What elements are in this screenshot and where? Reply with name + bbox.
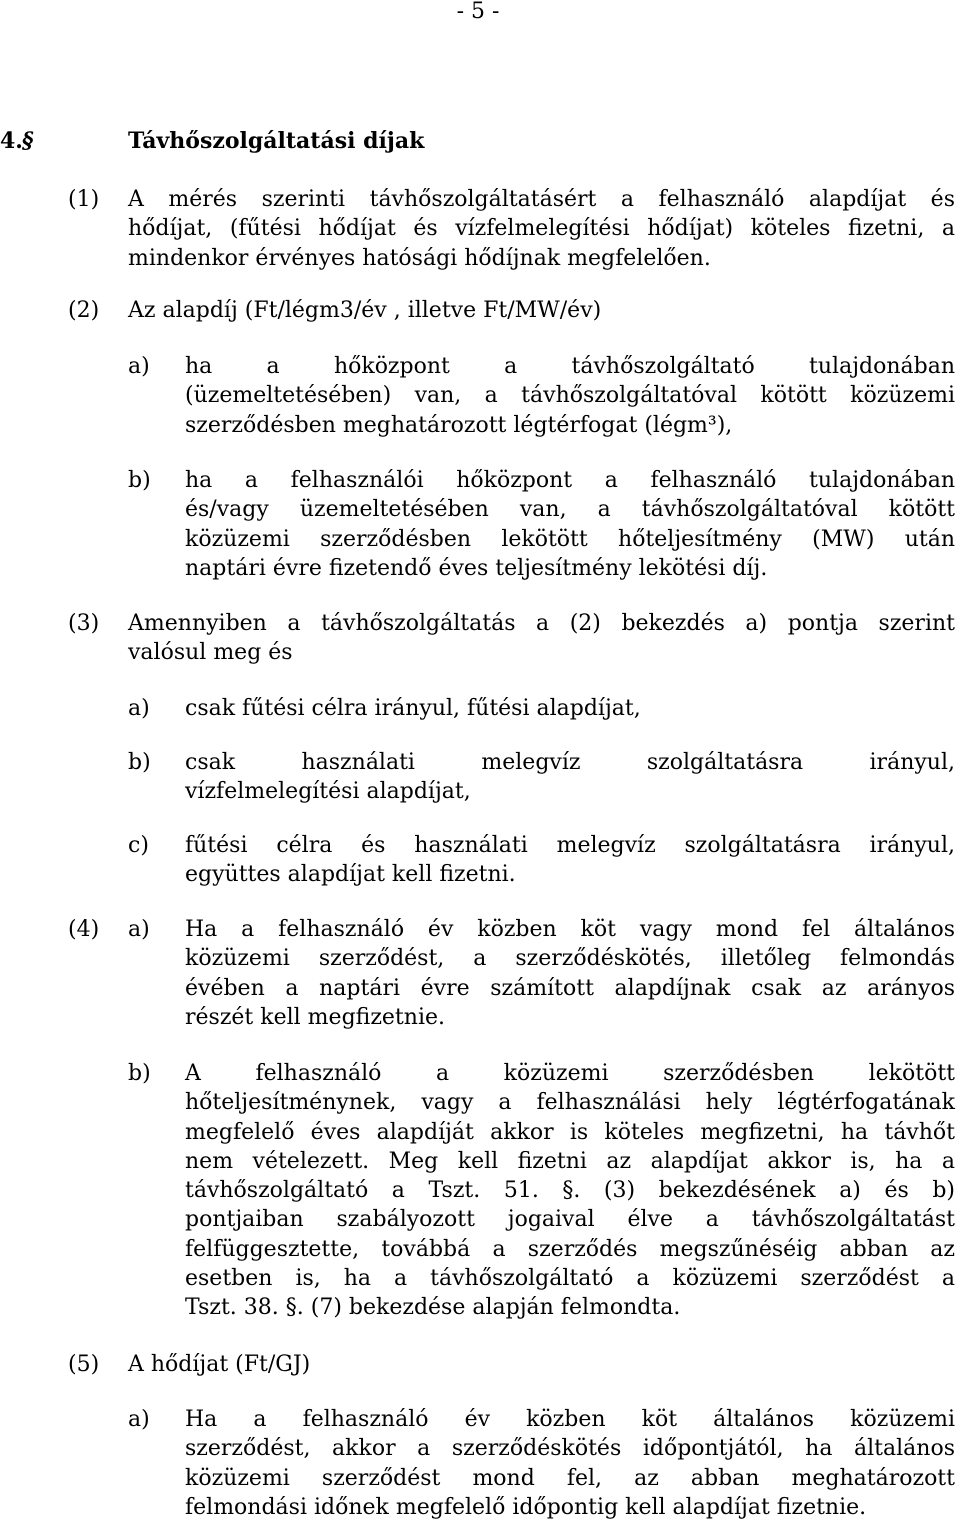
paragraph-5-item-a-label: a)	[128, 1407, 150, 1432]
paragraph-2-item-b-line: közüzemi szerződésben lekötött hőteljesítmény (MW) után	[185, 526, 955, 552]
paragraph-1-line: hődíjat, (fűtési hődíjat és vízfelmelegítési hődíjat) köteles fizetni, a	[128, 216, 955, 242]
paragraph-2-item-b-line: naptári évre fizetendő éves teljesítmény lekötési díj.	[185, 555, 768, 581]
paragraph-4-item-b-line: Tszt. 38. §. (7) bekezdése alapján felmondta.	[185, 1295, 681, 1321]
paragraph-5-item-a-line: felmondási időnek megfelelő időpontig kell alapdíjat fizetnie.	[185, 1494, 867, 1520]
paragraph-5-item-a-line: közüzemi szerződést mond fel, az abban meghatározott	[185, 1465, 955, 1491]
paragraph-2-item-b-line: ha a felhasználói hőközpont a felhasználó tulajdonában	[185, 468, 955, 493]
paragraph-2-item-a-line: (üzemeltetésében) van, a távhőszolgáltatóval kötött közüzemi	[185, 383, 955, 409]
paragraph-3-item-a-line: csak fűtési célra irányul, fűtési alapdíjat,	[185, 696, 641, 721]
paragraph-4-item-b-line: esetben is, ha a távhőszolgáltató a közüzemi szerződést a	[185, 1266, 955, 1292]
paragraph-2-label: (2)	[68, 298, 100, 323]
paragraph-5-item-a-line: szerződést, akkor a szerződéskötés időpontjától, ha általános	[185, 1436, 955, 1462]
section-symbol: §	[22, 128, 34, 154]
paragraph-3-line: valósul meg és	[128, 640, 293, 666]
paragraph-5-item-a-line: Ha a felhasználó év közben köt általános közüzemi	[185, 1407, 955, 1432]
page-number: - 5 -	[456, 0, 500, 24]
paragraph-4-label: (4)	[68, 917, 100, 942]
paragraph-1-label: (1)	[68, 187, 100, 212]
paragraph-3-label: (3)	[68, 611, 100, 636]
paragraph-4-item-b-line: nem vételezett. Meg kell fizetni az alapdíjat akkor is, ha a	[185, 1148, 955, 1174]
section-heading	[0, 127, 960, 156]
section-title: Távhőszolgáltatási díjak	[128, 128, 425, 154]
paragraph-4-item-a-line: Ha a felhasználó év közben köt vagy mond fel általános	[185, 917, 955, 942]
paragraph-2-item-a-line: ha a hőközpont a távhőszolgáltató tulajdonában	[185, 354, 955, 379]
paragraph-2-item-a-label: a)	[128, 354, 150, 379]
paragraph-3-item-c-label: c)	[128, 833, 149, 858]
paragraph-2-item-b-label: b)	[128, 468, 151, 493]
paragraph-3-item-a-label: a)	[128, 696, 150, 721]
paragraph-4-item-b-line: távhőszolgáltató a Tszt. 51. §. (3) bekezdésének a) és b)	[185, 1178, 955, 1204]
section-number: 4.	[0, 128, 23, 154]
paragraph-4-item-b-line: pontjaiban szabályozott jogaival élve a távhőszolgáltatást	[185, 1207, 955, 1233]
paragraph-3-item-b-line: vízfelmelegítési alapdíjat,	[185, 779, 471, 805]
paragraph-4-item-a-line: évében a naptári évre számított alapdíjnak csak az arányos	[185, 975, 955, 1001]
paragraph-4-item-b-line: A felhasználó a közüzemi szerződésben lekötött	[185, 1061, 955, 1086]
paragraph-2-item-a-line: szerződésben meghatározott légtérfogat (légm³),	[185, 412, 733, 438]
paragraph-3-item-c-line: együttes alapdíjat kell fizetni.	[185, 862, 516, 888]
paragraph-1-line: mindenkor érvényes hatósági hődíjnak megfelelően.	[128, 245, 711, 271]
paragraph-2-line: Az alapdíj (Ft/légm3/év , illetve Ft/MW/év)	[128, 298, 602, 323]
paragraph-4-item-b-label: b)	[128, 1061, 151, 1086]
paragraph-4-item-a-line: közüzemi szerződést, a szerződéskötés, illetőleg felmondás	[185, 946, 955, 972]
paragraph-5-line: A hődíjat (Ft/GJ)	[128, 1352, 311, 1377]
paragraph-2-item-b-line: és/vagy üzemeltetésében van, a távhőszolgáltatóval kötött	[185, 497, 955, 523]
paragraph-1-line: A mérés szerinti távhőszolgáltatásért a felhasználó alapdíjat és	[128, 187, 955, 212]
paragraph-4-item-b-line: megfelelő éves alapdíját akkor is köteles megfizetni, ha távhőt	[185, 1119, 955, 1145]
paragraph-4-item-a-label: a)	[128, 917, 150, 942]
paragraph-3-item-b-line: csak használati melegvíz szolgáltatásra irányul,	[185, 750, 955, 775]
paragraph-3-item-c-line: fűtési célra és használati melegvíz szolgáltatásra irányul,	[185, 833, 955, 858]
paragraph-5-label: (5)	[68, 1352, 100, 1377]
paragraph-3-item-b-label: b)	[128, 750, 151, 775]
paragraph-4-item-a-line: részét kell megfizetnie.	[185, 1004, 445, 1030]
paragraph-3-line: Amennyiben a távhőszolgáltatás a (2) bekezdés a) pontja szerint	[128, 611, 955, 636]
paragraph-4-item-b-line: felfüggesztette, továbbá a szerződés megszűnéséig abban az	[185, 1236, 955, 1262]
paragraph-4-item-b-line: hőteljesítménynek, vagy a felhasználási hely légtérfogatának	[185, 1090, 955, 1116]
